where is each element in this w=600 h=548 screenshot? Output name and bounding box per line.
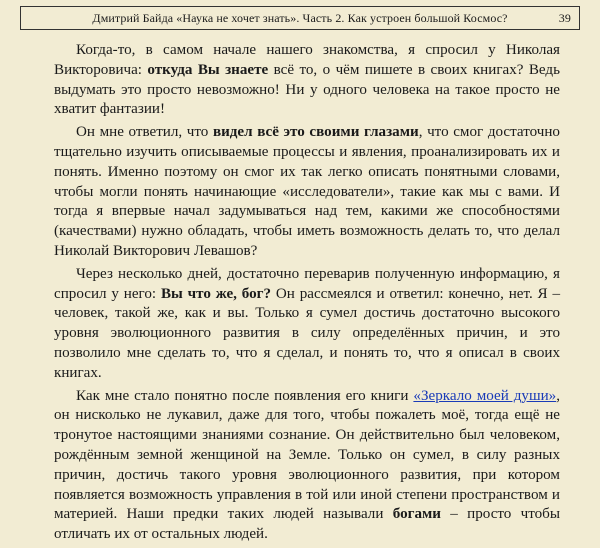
text-run: всё то, о чём пишете в своих книгах? Ведь выдумать это просто невозможно! Ни у одного человека на такое просто не хватит фантазии! bbox=[54, 61, 560, 118]
bold-phrase: богами bbox=[392, 506, 441, 523]
header-title: Дмитрий Байда «Наука не хочет знать». Часть 2. Как устроен большой Космос? bbox=[92, 10, 508, 25]
bold-phrase: видел всё это своими глазами bbox=[212, 124, 419, 141]
body-text bbox=[54, 41, 560, 548]
book-link[interactable]: «Зеркало моей души» bbox=[413, 387, 557, 404]
bold-phrase: откуда Вы знаете bbox=[147, 61, 269, 78]
paragraph-3 bbox=[54, 265, 560, 384]
page-number: 39 bbox=[558, 11, 571, 25]
paragraph-4 bbox=[54, 387, 560, 545]
text-run: Как мне стало понятно после появления его книги bbox=[76, 387, 414, 404]
text-run: Когда-то, в самом начале нашего знакомства, я спросил у Николая Викторовича: bbox=[54, 42, 560, 78]
text-run: Он мне ответил, что bbox=[76, 124, 213, 141]
paragraph-2 bbox=[54, 123, 560, 262]
text-run: , он нисколько не лукавил, даже для того, чтобы пожалеть моё, тогда ещё не тронутое настоящими знаниями сознание. Он действительно был человеком, рождённым земной женщиной на Земле. Только он сумел, в силу разных причин, достичь такого уровня эволюционного развития, при котором появляется возможность управления в той или иной степени пространством и материей. Наши предки таких людей называли bbox=[54, 387, 560, 523]
text-run: Он рассмеялся и ответил: конечно, нет. Я – человек, такой же, как и вы. Только я сумел достичь достаточно высокого уровня эволюционного развития в силу определённых причин, и это позволило мне сделать то, что я сделал, и понять то, что я описал в своих книгах. bbox=[54, 285, 560, 381]
text-run: – просто чтобы отличать их от остальных людей. bbox=[54, 506, 560, 543]
bold-phrase: Вы что же, бог? bbox=[160, 285, 272, 302]
running-header bbox=[20, 6, 580, 30]
text-run: Через несколько дней, достаточно переварив полученную информацию, я спросил у него: bbox=[54, 265, 560, 302]
text-run: , что смог достаточно тщательно изучить описываемые процессы и явления, проанализировать их и понять. Именно поэтому он смог их так легко описать понятными словами, чтобы могли понять начинающие «исследователи», такие как мы с вами. И тогда я впервые начал задумываться над тем, какими же способностями (качествами) нужно обладать, чтобы иметь возможность делать то, что делал Николай Викторович Левашов? bbox=[54, 124, 560, 259]
paragraph-1 bbox=[54, 41, 560, 120]
